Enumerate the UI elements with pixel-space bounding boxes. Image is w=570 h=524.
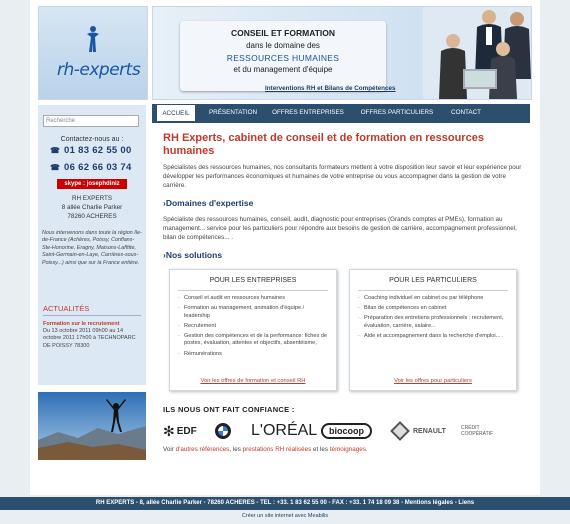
news-item-title[interactable]: Formation sur le recrutement: [43, 321, 120, 327]
list-item: · Préparation des entretiens professionnels : recrutement, évaluation, carrière, salaire...: [358, 315, 508, 330]
nav-contact[interactable]: CONTACT: [451, 109, 481, 116]
search-input[interactable]: Recherche: [43, 115, 139, 127]
phone-icon: ☎: [50, 146, 61, 155]
list-item: · Aide et accompagnement dans la recherche d'emploi... .: [358, 333, 508, 341]
chevron-right-icon: ›: [163, 250, 166, 260]
card-entreprises: [169, 269, 337, 391]
contact-label: Contactez-nous au :: [60, 136, 124, 143]
divider: [358, 290, 508, 291]
domaines-heading: ›Domaines d'expertise: [163, 198, 254, 208]
chevron-right-icon: ›: [163, 198, 166, 208]
person-logo-icon: [86, 25, 100, 53]
sidebar: [38, 105, 146, 385]
card-link[interactable]: Voir les offres de formation et conseil RH: [200, 378, 306, 384]
card-list: [358, 295, 508, 343]
address-name: RH EXPERTS: [71, 195, 113, 202]
business-team-photo: [423, 7, 531, 99]
divider: [43, 315, 141, 316]
nav-accueil[interactable]: ACCUEIL: [156, 104, 196, 121]
list-item: · Bilan de compétences en cabinet: [358, 305, 508, 313]
mountain-photo: [38, 392, 146, 460]
site-logo[interactable]: [38, 6, 148, 100]
list-item: · Coaching individuel en cabinet ou par téléphone: [358, 295, 508, 303]
logo-text: rh-experts: [57, 60, 141, 80]
solutions-heading: ›Nos solutions: [163, 250, 223, 260]
page-title: RH Experts, cabinet de conseil et de formation en ressources humaines: [163, 132, 484, 157]
phone-icon: ☎: [50, 163, 61, 172]
header-line-4: et du management d'équipe: [233, 65, 333, 74]
footer-bar: RH EXPERTS - 8, allée Charlie Parker - 78260 ACHERES - TEL : +33. 1 83 62 55 00 - FAX : +33. 1 74 18 09 38 - Mentions légales - Liens: [0, 497, 570, 510]
header-title-box: [180, 21, 386, 91]
nav-presentation[interactable]: PRÉSENTATION: [208, 109, 258, 116]
card-link[interactable]: Voir les offres pour particuliers: [394, 378, 472, 384]
divider: [178, 290, 328, 291]
footer-credit-link[interactable]: Créer un site internet avec Meabilis: [241, 513, 329, 519]
edf-logo: ✻ EDF: [163, 422, 197, 439]
news-title: ACTUALITÉS: [43, 304, 90, 313]
header-banner: [152, 6, 532, 100]
intro-text: Spécialistes des ressources humaines, nos consultants formateurs mettent à votre disposition leur savoir et leur expérience pour développer les performances économiques et humaines de votre entreprise ou vous accompagner dans la gestion de votre carrière.: [163, 164, 522, 189]
phone-1: ☎ 01 83 62 55 00: [50, 145, 132, 156]
header-line-3: RESSOURCES HUMAINES: [226, 53, 340, 63]
skype-button[interactable]: skype : josephdiniz: [57, 179, 127, 189]
edf-flower-icon: ✻: [163, 422, 175, 439]
news-item[interactable]: [43, 321, 141, 350]
phone-2: ☎ 06 62 66 03 74: [50, 162, 132, 173]
header-line-1: CONSEIL ET FORMATION: [230, 28, 336, 38]
bmw-roundel-icon: [215, 423, 231, 439]
renault-logo: RENAULT: [393, 420, 446, 442]
prestations-link[interactable]: prestations RH réalisées: [242, 446, 312, 453]
bmw-logo: [215, 420, 231, 442]
card-title: POUR LES ENTREPRISES: [209, 277, 297, 284]
domaines-text: Spécialiste des ressources humaines, conseil, audit, diagnostic pour entreprises (Grands comptes et PMEs), formation au management... service pour les particuliers pour répondre aux besoins de gestion de carrière, accompagnement professionnel, bilan de compétences... .: [163, 216, 517, 241]
address-city: 78260 ACHERES: [67, 213, 117, 220]
card-title: POUR LES PARTICULIERS: [389, 277, 477, 284]
loreal-logo: L'ORÉAL: [251, 422, 318, 439]
confiance-heading: ILS NOUS ONT FAIT CONFIANCE :: [163, 405, 295, 414]
list-item: · Gestion des compétences et de la performance: fiches de postes, évaluation, attentes et objectifs, absentéisme,: [178, 333, 328, 348]
nav-divider: [152, 121, 530, 123]
list-item: · Rémunérations: [178, 351, 328, 359]
temoignages-link[interactable]: témoignages: [329, 446, 366, 453]
references-text: Voir d'autres références, les prestations RH réalisées et les témoignages.: [163, 446, 368, 453]
credit-cooperatif-logo: CRÉDIT COOPÉRATIF: [461, 425, 494, 437]
card-particuliers: [349, 269, 517, 391]
address-street: 8 allée Charlie Parker: [61, 204, 123, 211]
list-item: · Recrutement: [178, 323, 328, 331]
list-item: · Formation au management, animation d'équipe / leadership: [178, 305, 328, 320]
biocoop-logo: biocoop: [321, 420, 372, 442]
renault-diamond-icon: [390, 421, 410, 441]
references-link[interactable]: d'autres références: [175, 446, 230, 453]
news-item-body: Du 13 octobre 2011 09h00 au 14 octobre 2011 17h00 à TECHNOPARC DE POISSY 78300: [43, 328, 136, 349]
zone-text: Nous intervenons dans toute la région Ile-de-France (Achères, Poissy, Conflans-Ste-Honorine, Eragny, Maisons-Laffitte, Saint-Germain-en-Laye, Carrières-sous-Poissy...) ainsi que sur la France entière.: [42, 230, 142, 266]
card-list: [178, 295, 328, 361]
nav-offres-entreprises[interactable]: OFFRES ENTREPRISES: [272, 109, 344, 116]
header-subtitle-link[interactable]: Interventions RH et Bilans de Compétences: [265, 85, 396, 92]
header-line-2: dans le domaine des: [246, 41, 320, 50]
list-item: · Conseil et audit en ressources humaines: [178, 295, 328, 303]
client-logos: [163, 420, 523, 442]
nav-offres-particuliers[interactable]: OFFRES PARTICULIERS: [360, 109, 434, 116]
main-nav: [152, 104, 530, 121]
